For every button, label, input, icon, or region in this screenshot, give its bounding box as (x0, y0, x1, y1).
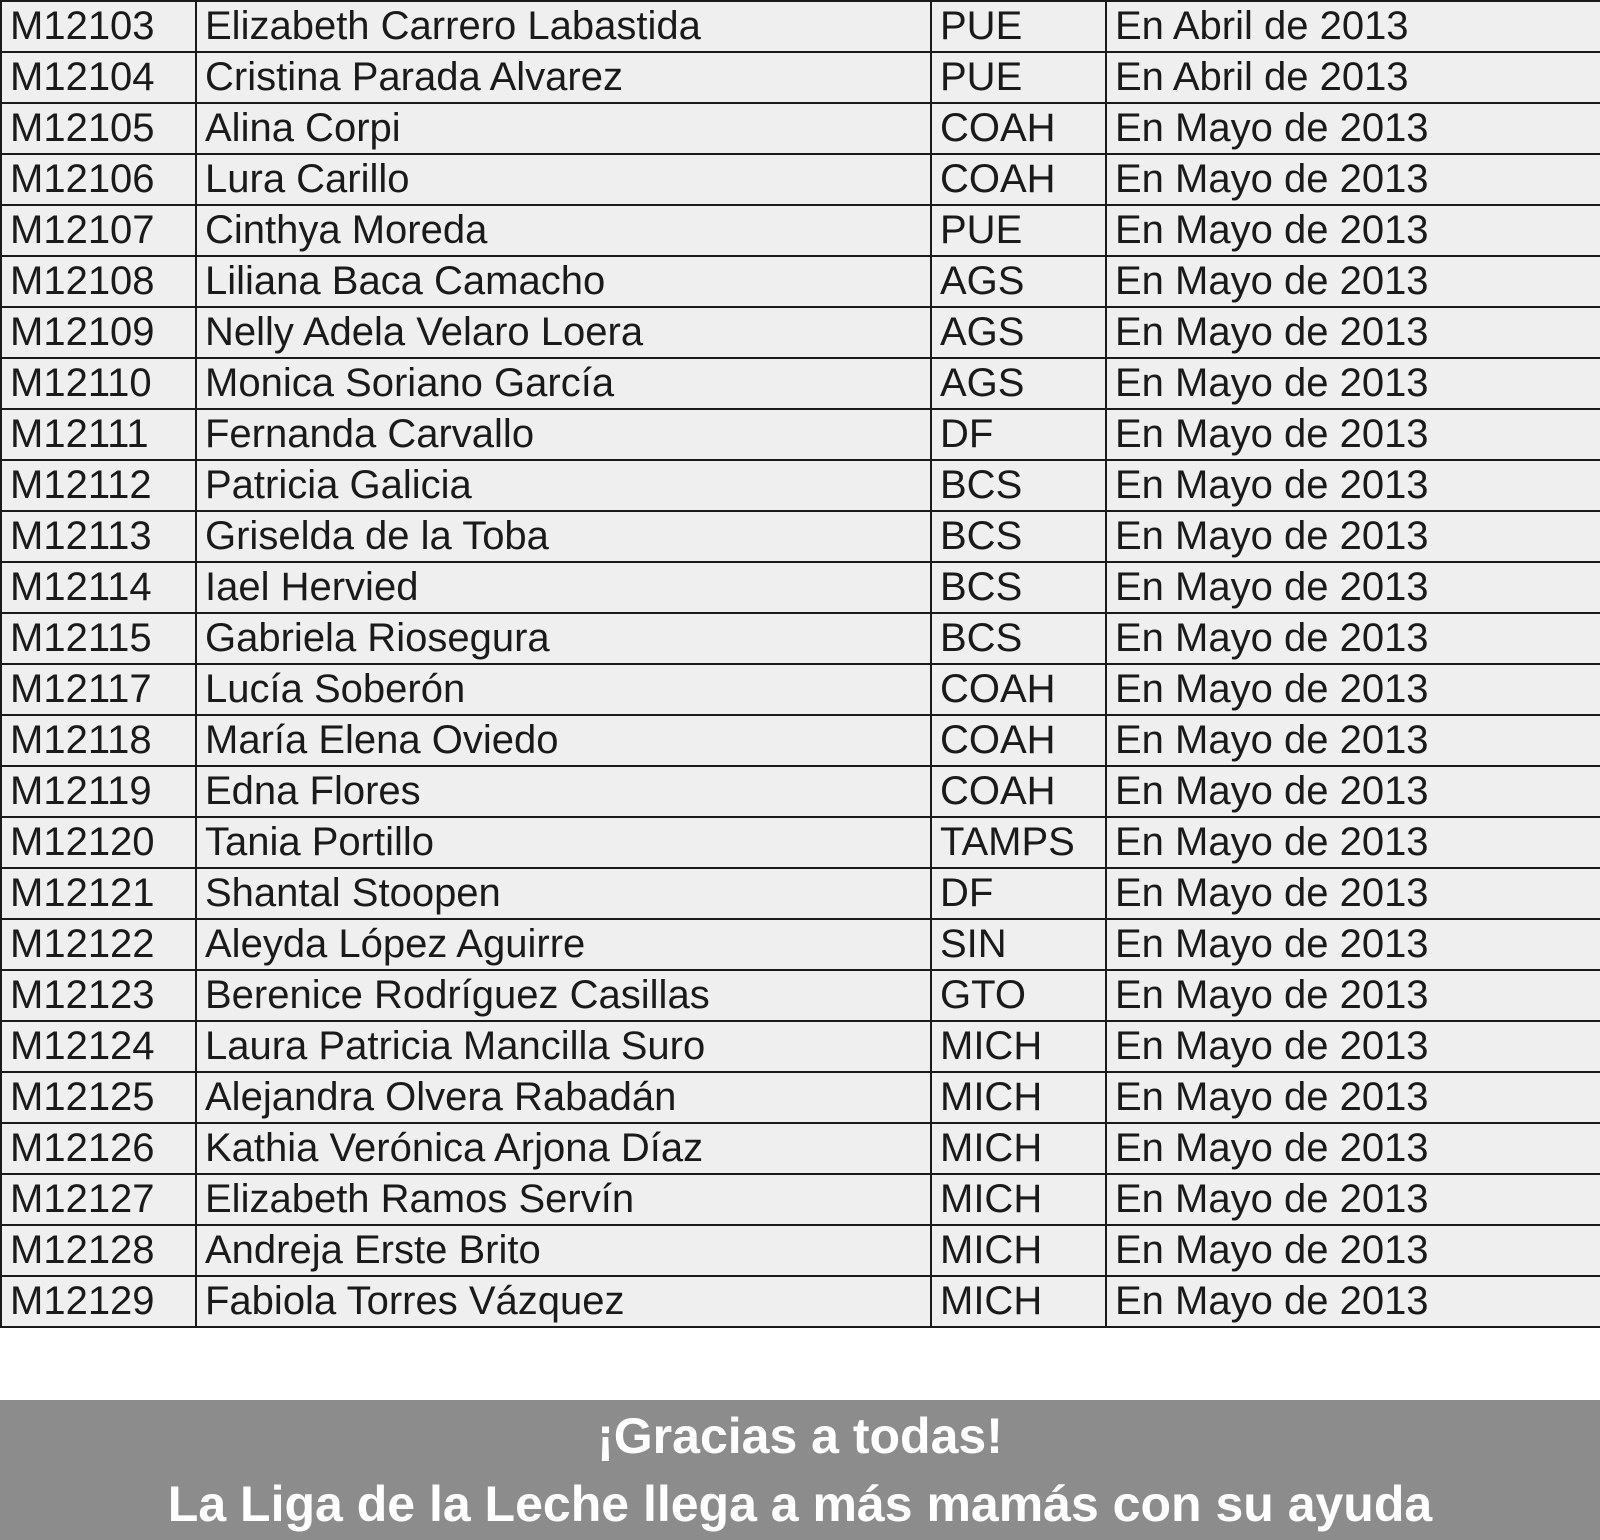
table-row (1, 664, 1600, 715)
table-row (1, 766, 1600, 817)
member-date-cell: En Mayo de 2013 (1106, 1072, 1600, 1123)
member-name-cell: Lura Carillo (196, 154, 931, 205)
table-row (1, 817, 1600, 868)
member-date-cell: En Mayo de 2013 (1106, 613, 1600, 664)
member-name-cell: Alejandra Olvera Rabadán (196, 1072, 931, 1123)
member-date-cell: En Mayo de 2013 (1106, 970, 1600, 1021)
table-row (1, 307, 1600, 358)
member-name-cell: Monica Soriano García (196, 358, 931, 409)
member-date-cell: En Mayo de 2013 (1106, 307, 1600, 358)
donor-table-body (1, 1, 1600, 1327)
table-row (1, 919, 1600, 970)
member-date-cell: En Mayo de 2013 (1106, 205, 1600, 256)
table-row (1, 460, 1600, 511)
member-date-cell: En Mayo de 2013 (1106, 460, 1600, 511)
table-row (1, 868, 1600, 919)
member-state-cell: MICH (931, 1225, 1106, 1276)
member-date-cell: En Mayo de 2013 (1106, 817, 1600, 868)
table-row (1, 103, 1600, 154)
member-date-cell: En Mayo de 2013 (1106, 256, 1600, 307)
member-id-cell: M12108 (1, 256, 196, 307)
member-id-cell: M12125 (1, 1072, 196, 1123)
member-state-cell: COAH (931, 103, 1106, 154)
member-id-cell: M12129 (1, 1276, 196, 1327)
member-id-cell: M12112 (1, 460, 196, 511)
member-state-cell: BCS (931, 511, 1106, 562)
member-date-cell: En Mayo de 2013 (1106, 562, 1600, 613)
member-state-cell: DF (931, 409, 1106, 460)
member-state-cell: COAH (931, 154, 1106, 205)
member-state-cell: MICH (931, 1174, 1106, 1225)
member-id-cell: M12114 (1, 562, 196, 613)
member-id-cell: M12103 (1, 1, 196, 52)
member-state-cell: COAH (931, 664, 1106, 715)
member-name-cell: Shantal Stoopen (196, 868, 931, 919)
member-id-cell: M12120 (1, 817, 196, 868)
table-row (1, 613, 1600, 664)
member-name-cell: Aleyda López Aguirre (196, 919, 931, 970)
member-state-cell: AGS (931, 307, 1106, 358)
member-name-cell: Fabiola Torres Vázquez (196, 1276, 931, 1327)
table-row (1, 1072, 1600, 1123)
member-name-cell: Tania Portillo (196, 817, 931, 868)
member-name-cell: Liliana Baca Camacho (196, 256, 931, 307)
member-date-cell: En Abril de 2013 (1106, 1, 1600, 52)
member-date-cell: En Mayo de 2013 (1106, 1123, 1600, 1174)
member-name-cell: Iael Hervied (196, 562, 931, 613)
member-date-cell: En Mayo de 2013 (1106, 1276, 1600, 1327)
member-name-cell: Gabriela Riosegura (196, 613, 931, 664)
member-id-cell: M12122 (1, 919, 196, 970)
member-state-cell: MICH (931, 1072, 1106, 1123)
member-name-cell: Lucía Soberón (196, 664, 931, 715)
table-row (1, 52, 1600, 103)
member-state-cell: MICH (931, 1021, 1106, 1072)
member-name-cell: Edna Flores (196, 766, 931, 817)
member-id-cell: M12121 (1, 868, 196, 919)
member-state-cell: COAH (931, 715, 1106, 766)
member-state-cell: BCS (931, 613, 1106, 664)
member-date-cell: En Mayo de 2013 (1106, 715, 1600, 766)
member-id-cell: M12104 (1, 52, 196, 103)
member-name-cell: Cinthya Moreda (196, 205, 931, 256)
member-date-cell: En Mayo de 2013 (1106, 919, 1600, 970)
member-id-cell: M12124 (1, 1021, 196, 1072)
member-state-cell: PUE (931, 205, 1106, 256)
member-state-cell: PUE (931, 1, 1106, 52)
member-id-cell: M12119 (1, 766, 196, 817)
member-date-cell: En Mayo de 2013 (1106, 766, 1600, 817)
member-name-cell: Berenice Rodríguez Casillas (196, 970, 931, 1021)
member-id-cell: M12127 (1, 1174, 196, 1225)
member-name-cell: Andreja Erste Brito (196, 1225, 931, 1276)
table-row (1, 1021, 1600, 1072)
member-date-cell: En Mayo de 2013 (1106, 1174, 1600, 1225)
table-row (1, 511, 1600, 562)
member-date-cell: En Mayo de 2013 (1106, 103, 1600, 154)
thank-you-heading: ¡Gracias a todas! (597, 1408, 1003, 1464)
member-state-cell: MICH (931, 1276, 1106, 1327)
member-date-cell: En Mayo de 2013 (1106, 358, 1600, 409)
table-row (1, 562, 1600, 613)
member-state-cell: MICH (931, 1123, 1106, 1174)
table-row (1, 205, 1600, 256)
member-id-cell: M12117 (1, 664, 196, 715)
member-date-cell: En Abril de 2013 (1106, 52, 1600, 103)
table-row (1, 256, 1600, 307)
member-id-cell: M12123 (1, 970, 196, 1021)
member-name-cell: Elizabeth Carrero Labastida (196, 1, 931, 52)
member-state-cell: COAH (931, 766, 1106, 817)
member-id-cell: M12115 (1, 613, 196, 664)
member-name-cell: Laura Patricia Mancilla Suro (196, 1021, 931, 1072)
member-id-cell: M12126 (1, 1123, 196, 1174)
member-date-cell: En Mayo de 2013 (1106, 511, 1600, 562)
member-id-cell: M12107 (1, 205, 196, 256)
table-row (1, 970, 1600, 1021)
member-state-cell: GTO (931, 970, 1106, 1021)
member-id-cell: M12105 (1, 103, 196, 154)
member-name-cell: Elizabeth Ramos Servín (196, 1174, 931, 1225)
member-name-cell: Cristina Parada Alvarez (196, 52, 931, 103)
member-id-cell: M12118 (1, 715, 196, 766)
member-state-cell: AGS (931, 256, 1106, 307)
member-state-cell: AGS (931, 358, 1106, 409)
table-row (1, 1, 1600, 52)
table-row (1, 1225, 1600, 1276)
member-name-cell: Kathia Verónica Arjona Díaz (196, 1123, 931, 1174)
member-state-cell: BCS (931, 460, 1106, 511)
member-name-cell: Alina Corpi (196, 103, 931, 154)
member-id-cell: M12106 (1, 154, 196, 205)
member-state-cell: DF (931, 868, 1106, 919)
table-row (1, 715, 1600, 766)
thank-you-message: La Liga de la Leche llega a más mamás con su ayuda (167, 1476, 1433, 1532)
member-state-cell: PUE (931, 52, 1106, 103)
member-id-cell: M12110 (1, 358, 196, 409)
member-name-cell: Griselda de la Toba (196, 511, 931, 562)
member-state-cell: TAMPS (931, 817, 1106, 868)
table-row (1, 1123, 1600, 1174)
table-row (1, 1276, 1600, 1327)
member-state-cell: SIN (931, 919, 1106, 970)
member-date-cell: En Mayo de 2013 (1106, 154, 1600, 205)
member-date-cell: En Mayo de 2013 (1106, 409, 1600, 460)
member-name-cell: Patricia Galicia (196, 460, 931, 511)
member-state-cell: BCS (931, 562, 1106, 613)
thank-you-banner (0, 1400, 1600, 1540)
table-row (1, 409, 1600, 460)
member-id-cell: M12109 (1, 307, 196, 358)
member-name-cell: Fernanda Carvallo (196, 409, 931, 460)
member-date-cell: En Mayo de 2013 (1106, 868, 1600, 919)
table-row (1, 1174, 1600, 1225)
member-name-cell: Nelly Adela Velaro Loera (196, 307, 931, 358)
table-row (1, 358, 1600, 409)
member-name-cell: María Elena Oviedo (196, 715, 931, 766)
member-id-cell: M12113 (1, 511, 196, 562)
member-date-cell: En Mayo de 2013 (1106, 664, 1600, 715)
member-date-cell: En Mayo de 2013 (1106, 1021, 1600, 1072)
table-row (1, 154, 1600, 205)
member-id-cell: M12128 (1, 1225, 196, 1276)
member-id-cell: M12111 (1, 409, 196, 460)
member-date-cell: En Mayo de 2013 (1106, 1225, 1600, 1276)
